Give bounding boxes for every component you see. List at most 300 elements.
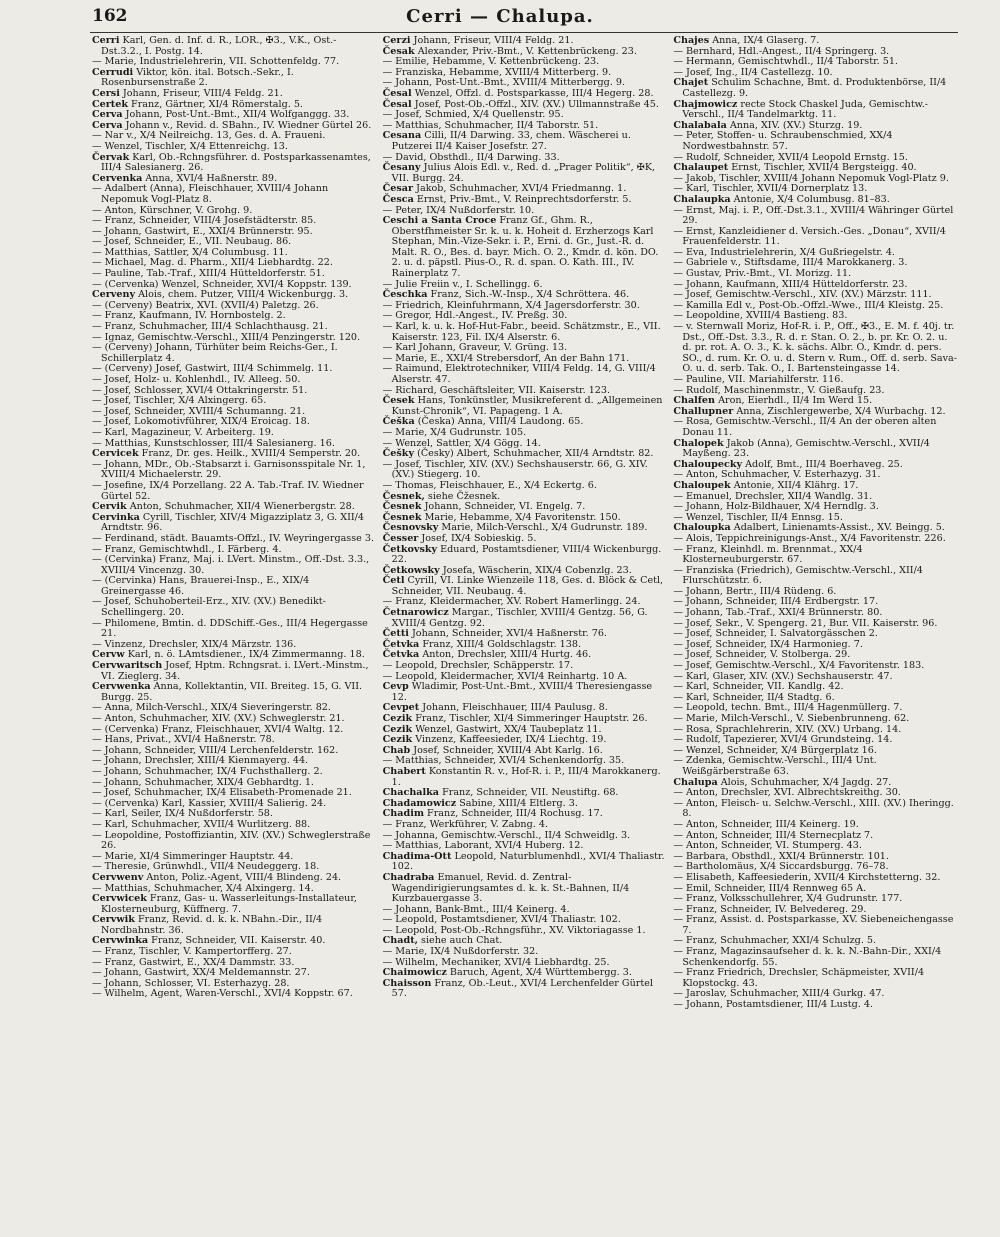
directory-entry xyxy=(383,131,668,152)
entry-details: Schulim Schachne, Bmt. d. Produktenbörse, II/4 Castellezg. 9. xyxy=(682,77,947,99)
entry-surname: Chaloupka xyxy=(673,522,731,534)
entry-details: — Franz, Schneider, IV. Belvedereg. 29. xyxy=(673,903,867,915)
entry-details: Anna, XVI/4 Haßnerstr. 89. xyxy=(142,172,278,184)
entry-surname: Chalaupka xyxy=(673,193,731,205)
entry-details: — Rudolf, Schneider, XVII/4 Leopold Ernstg. 15. xyxy=(673,151,908,163)
entry-surname: Česar xyxy=(382,183,414,195)
entry-details: Marie, Hebamme, X/4 Favoritenstr. 150. xyxy=(421,511,621,523)
entry-surname: Česca xyxy=(382,193,414,205)
entry-details: Josef, IX/4 Sobieskig. 5. xyxy=(418,532,537,544)
entry-details: — Julie Freiin v., I. Schellingg. 6. xyxy=(382,278,543,290)
entry-details: — Adalbert (Anna), Fleischhauer, XVIII/4 Johann Nepomuk Vogl-Platz 8. xyxy=(92,183,329,205)
directory-entry xyxy=(383,576,668,597)
entry-details: Adalbert, Linienamts-Assist., XV. Beingg. 5. xyxy=(730,522,945,534)
entry-surname: Četl xyxy=(382,575,405,587)
entry-details: — Leopold, Drechsler, Schäpperstr. 17. xyxy=(382,660,574,672)
entry-details: — Wenzel, Sattler, X/4 Gögg. 14. xyxy=(382,437,541,449)
entry-details: — Anton, Drechsler, XVI. Albrechtskreithg. 30. xyxy=(673,787,901,799)
entry-details: Julius Alois Edl. v., Red. d. „Prager Politik“, ✠K, VII. Burgg. 24. xyxy=(391,162,656,184)
directory-entry xyxy=(383,460,668,481)
entry-details: — Anton, Schneider, VI. Stumperg. 43. xyxy=(673,840,862,852)
directory-entry xyxy=(92,555,377,576)
entry-surname: Chajet xyxy=(673,77,709,89)
entry-details: — Rudolf, Tapezierer, XVI/4 Grundsteing. 14. xyxy=(673,734,893,746)
entry-details: — (Cerveny) Josef, Gastwirt, III/4 Schimmelg. 11. xyxy=(92,363,333,375)
entry-details: — Emilie, Hebamme, V. Kettenbrückeng. 23. xyxy=(382,56,600,68)
entry-surname: Chalaupet xyxy=(673,162,729,174)
entry-details: Anton, Drechsler, XIII/4 Hurtg. 46. xyxy=(419,649,592,661)
entry-details: — (Cerveny) Johann, Türhüter beim Reichs-Ger., I. Schillerplatz 4. xyxy=(92,342,338,364)
entry-details: Alois, Schuhmacher, X/4 Jagdg. 27. xyxy=(717,776,892,788)
entry-details: — Johann, Drechsler, XIII/4 Kienmayerg. 44. xyxy=(92,755,309,767)
entry-details: — Michael, Mag. d. Pharm., XII/4 Liebhardtg. 22. xyxy=(92,257,333,269)
entry-surname: Chajes xyxy=(673,36,710,46)
entry-details: Franz, Ob.-Leut., XVI/4 Lerchenfelder Gürtel 57. xyxy=(391,977,653,1000)
entry-details: Franz, Schneider, VII. Kaiserstr. 40. xyxy=(148,935,326,947)
entry-details: — Karl, Seiler, IX/4 Nußdorferstr. 58. xyxy=(92,808,273,820)
entry-details: Marie, Milch-Verschl., X/4 Gudrunstr. 189. xyxy=(438,522,648,534)
entry-details: Antonie, X/4 Columbusg. 81–83. xyxy=(730,193,890,205)
entry-details: Cyrill, Tischler, XIV/4 Migazziplatz 3, G. XII/4 Arndtstr. 96. xyxy=(101,511,364,534)
entry-surname: Cervwinka xyxy=(92,935,149,947)
entry-details: — Franz, Gemischtwhdl., I. Färberg. 4. xyxy=(92,543,282,555)
entry-details: — Franziska (Friedrich), Gemischtw.-Verschl., XII/4 Flurschützstr. 6. xyxy=(673,564,923,587)
entry-surname: Cervw xyxy=(92,649,125,661)
page-number: 162 xyxy=(92,6,128,26)
entry-details: — Jakob, Tischler, XVIII/4 Johann Nepomuk Vogl-Platz 9. xyxy=(673,172,949,184)
entry-details: — Josefine, IX/4 Porzellang. 22 A. Tab.-Traf. IV. Wiedner Gürtel 52. xyxy=(92,479,364,502)
directory-entry xyxy=(92,343,377,364)
entry-surname: Česser xyxy=(382,532,419,544)
directory-entry xyxy=(92,68,377,89)
entry-details: — Josef, Schneider, XVIII/4 Schumanng. 21. xyxy=(92,405,306,417)
directory-entry xyxy=(673,799,958,820)
entry-details: — Franz, Werkführer, V. Zabng. 4. xyxy=(382,818,549,830)
entry-surname: Četvka xyxy=(382,638,420,650)
entry-details: Anna, IX/4 Glaserg. 7. xyxy=(709,36,820,46)
entry-details: — Anton, Kürschner, V. Grohg. 9. xyxy=(92,204,253,216)
entry-details: — Johann, Schneider, VIII/4 Lerchenfelderstr. 162. xyxy=(92,744,339,756)
entry-details: — Karl, Schneider, VII. Kandlg. 42. xyxy=(673,681,844,693)
entry-surname: Česnek xyxy=(382,501,422,513)
directory-entry xyxy=(92,682,377,703)
entry-surname: Chalupa xyxy=(673,776,718,788)
entry-details: — Franz, Gastwirt, E., XX/4 Dammstr. 33. xyxy=(92,956,295,968)
entry-details: — Josef, Gemischtw.-Verschl., X/4 Favoritenstr. 183. xyxy=(673,660,925,672)
entry-details: — Karl, Schuhmacher, XVII/4 Wurlitzerg. 88. xyxy=(92,818,311,830)
entry-surname: Cervwaritsch xyxy=(92,660,163,672)
directory-entry xyxy=(92,661,377,682)
entry-surname: Červak xyxy=(92,151,130,163)
entry-surname: Česal xyxy=(382,98,412,110)
entry-surname: Certek xyxy=(92,98,128,110)
entry-details: Wenzel, Gastwirt, XX/4 Taubeplatz 11. xyxy=(412,723,602,735)
entry-surname: Cerrudi xyxy=(92,66,134,78)
entry-details: — Alois, Teppichreinigungs-Anst., X/4 Favoritenstr. 226. xyxy=(673,532,946,544)
entry-details: — Marie, E., XXI/4 Strebersdorf, An der Bahn 171. xyxy=(382,352,630,364)
entry-details: — Josef, Schneider, E., VII. Neubaug. 86. xyxy=(92,236,292,248)
entry-details: Josefa, Wäscherin, XIX/4 Cobenzlg. 23. xyxy=(439,564,632,576)
entry-details: Johann, Post-Unt.-Bmt., XII/4 Wolfganggg. 33. xyxy=(122,109,350,121)
entry-details: Johann v., Revid. d. SBahn., IV. Wiedner Gürtel 26. xyxy=(122,119,372,131)
directory-entry xyxy=(673,322,958,375)
entry-surname: Česnek xyxy=(382,511,422,523)
column-3 xyxy=(673,36,958,1232)
directory-entry xyxy=(673,545,958,566)
entry-surname: Cezik xyxy=(382,723,413,735)
entry-details: — Karl, k. u. k. Hof-Hut-Fabr., beeid. Schätzmstr., E., VII. Kaiserstr. 123, Fil. IX/4 Alserstr. 6. xyxy=(382,321,661,343)
entry-surname: Česchka xyxy=(382,289,428,301)
entry-surname: Četvka xyxy=(382,649,420,661)
entry-details: Cyrill, VI. Linke Wienzeile 118, Ges. d. Blöck & Cetl, Schneider, VII. Neubaug. 4. xyxy=(391,575,664,597)
directory-columns xyxy=(92,36,958,1232)
entry-details: — Gustav, Priv.-Bmt., VI. Morizg. 11. xyxy=(673,268,852,280)
entry-surname: Cerva xyxy=(92,109,123,121)
entry-details: — Wenzel, Schneider, X/4 Bürgerplatz 16. xyxy=(673,744,877,756)
directory-entry xyxy=(673,947,958,968)
entry-details: — Leopold, Post-Ob.-Rchngsführ., XV. Viktoriagasse 1. xyxy=(382,924,646,936)
entry-details: — Josef, Schuhoberteil-Erz., XIV. (XV.) Benedikt-Schellingerg. 20. xyxy=(92,596,326,619)
directory-entry xyxy=(383,322,668,343)
entry-details: — Raimund, Elektrotechniker, VIII/4 Feldg. 14, G. VIII/4 Alserstr. 47. xyxy=(382,363,656,385)
entry-details: Josef, Hptm. Rchngsrat. i. LVert.-Minstm., VI. Zieglerg. 34. xyxy=(101,660,369,682)
entry-details: Baruch, Agent, X/4 Württembergg. 3. xyxy=(446,967,632,979)
entry-surname: Chadima-Ott xyxy=(382,850,452,862)
directory-entry xyxy=(383,852,668,873)
entry-details: Leopold, Naturblumenhdl., XVI/4 Thaliastr. 102. xyxy=(391,850,665,873)
entry-details: — Ferdinand, städt. Bauamts-Offzl., IV. Weyringergasse 3. xyxy=(92,532,375,544)
entry-details: — Eva, Industrielehrerin, X/4 Gußriegelstr. 4. xyxy=(673,246,895,258)
directory-entry xyxy=(383,979,668,1000)
entry-details: — Marie, Milch-Verschl., V. Siebenbrunneng. 62. xyxy=(673,713,910,724)
directory-entry xyxy=(383,608,668,629)
entry-details: — Franz, Schneider, VIII/4 Josefstädterstr. 85. xyxy=(92,215,317,227)
entry-details: — Marie, XI/4 Simmeringer Hauptstr. 44. xyxy=(92,850,294,862)
entry-details: Josef, Post-Ob.-Offzl., XIV. (XV.) Ullmannstraße 45. xyxy=(411,98,659,110)
entry-details: — Rosa, Gemischtw.-Verschl., II/4 An der oberen alten Donau 11. xyxy=(673,416,937,438)
entry-details: — Josef, Schneider, IX/4 Harmonieg. 7. xyxy=(673,638,863,650)
entry-details: — (Cervenka) Wenzel, Schneider, XVI/4 Koppstr. 139. xyxy=(92,278,352,290)
entry-details: — Nar v., X/4 Neilreichg. 13, Ges. d. A. Fraueni. xyxy=(92,130,326,142)
entry-details: — Hermann, Gemischtwhdl., II/4 Taborstr. 51. xyxy=(673,56,898,68)
entry-details: — Johann, Tab.-Traf., XXI/4 Brünnerstr. 80. xyxy=(673,607,883,619)
directory-entry xyxy=(383,873,668,905)
entry-details: — Wilhelm, Mechaniker, XVI/4 Liebhardtg. 25. xyxy=(382,956,610,968)
entry-details: — Josef, Schlosser, XVI/4 Ottakringerstr. 51. xyxy=(92,384,308,396)
entry-surname: Četkovsky xyxy=(382,543,438,555)
directory-entry xyxy=(673,756,958,777)
entry-details: — Karl, Magazineur, V. Arbeiterg. 19. xyxy=(92,426,274,438)
entry-details: Franz, XIII/4 Goldschlagstr. 138. xyxy=(419,638,582,650)
entry-surname: Chadraba xyxy=(382,871,435,883)
entry-surname: Česnovsky xyxy=(382,522,439,534)
entry-details: — Franz, Kleidermacher, XV. Robert Hamerlingg. 24. xyxy=(382,596,641,608)
entry-details: Johann, Schneider, XVI/4 Haßnerstr. 76. xyxy=(408,628,607,640)
entry-details: siehe Čžesnek. xyxy=(424,490,501,502)
entry-details: — Marie, Industrielehrerin, VII. Schottenfeldg. 77. xyxy=(92,56,340,68)
entry-details: — Karl Johann, Graveur, V. Grüng. 13. xyxy=(382,342,568,354)
directory-entry xyxy=(383,682,668,703)
entry-surname: Češky xyxy=(382,448,415,460)
entry-surname: Cersi xyxy=(92,87,120,99)
entry-surname: Chadim xyxy=(382,808,424,820)
entry-details: Ernst, Priv.-Bmt., V. Reinprechtsdorferstr. 5. xyxy=(413,193,632,205)
entry-details: — Ernst, Maj. i. P., Off.-Dst.3.1., XVIII/4 Währinger Gürtel 29. xyxy=(673,204,954,227)
column-2 xyxy=(383,36,668,1232)
entry-details: — Josef, Schmied, X/4 Quellenstr. 95. xyxy=(382,109,564,121)
entry-details: Viktor, kön. ital. Botsch.-Sekr., I. Rosenbursenstraße 2. xyxy=(101,66,294,89)
entry-surname: Chajmowicz xyxy=(673,98,738,110)
entry-surname: Chab xyxy=(382,744,411,756)
entry-details: Konstantin R. v., Hof-R. i. P., III/4 Marokkanerg. 1. xyxy=(391,765,661,788)
entry-details: — Leopoldine, Postoffiziantin, XIV. (XV.) Schweglerstraße 26. xyxy=(92,829,371,852)
entry-details: — Richard, Geschäftsleiter, VII. Kaiserstr. 123. xyxy=(382,384,611,396)
entry-surname: Cervwenka xyxy=(92,681,151,693)
entry-surname: Češka xyxy=(382,416,415,428)
entry-details: Antonie, XII/4 Klährg. 17. xyxy=(730,479,859,491)
entry-details: — Franz, Volksschullehrer, X/4 Gudrunstr. 177. xyxy=(673,893,903,905)
entry-details: — Leopold, techn. Bmt., III/4 Hagenmüllerg. 7. xyxy=(673,702,903,714)
column-1 xyxy=(92,36,377,1232)
entry-details: Eduard, Postamtsdiener, VIII/4 Wickenburgg. 22. xyxy=(391,543,662,566)
directory-entry xyxy=(92,460,377,481)
entry-details: — Marie, X/4 Gudrunstr. 105. xyxy=(382,426,527,438)
entry-details: — Johann, Holz-Bildhauer, X/4 Herndlg. 3. xyxy=(673,501,879,513)
entry-details: — Franz, Magazinsaufseher d. k. k. N.-Bahn-Dir., XXI/4 Schenkendorfg. 55. xyxy=(673,946,942,968)
entry-details: — Johann, Post-Unt.-Bmt., XVIII/4 Mitterbergg. 9. xyxy=(382,77,626,89)
entry-details: — Ernst, Kanzleidiener d. Versich.-Ges. „Donau“, XVII/4 Frauenfelderstr. 11. xyxy=(673,225,946,248)
entry-details: — Johann, Bank-Bmt., III/4 Keinerg. 4. xyxy=(382,903,570,915)
entry-surname: Cesana xyxy=(382,130,422,142)
entry-details: Franz, Schneider, VII. Neustiftg. 68. xyxy=(439,787,619,799)
entry-surname: Cevp xyxy=(382,681,409,693)
directory-entry xyxy=(673,78,958,99)
entry-surname: Česnek, xyxy=(382,490,425,502)
entry-details: — Zdenka, Gemischtw.-Verschl., III/4 Unt. Weißgärberstraße 63. xyxy=(673,755,877,777)
entry-surname: Česal xyxy=(382,87,412,99)
entry-details: Sabine, XIII/4 Eltlerg. 3. xyxy=(456,797,578,809)
directory-entry xyxy=(673,915,958,936)
entry-details: Hans, Tonkünstler, Musikreferent d. „Allgemeinen Kunst-Chronik“, VI. Papageng. 1 A. xyxy=(391,395,663,417)
entry-details: — Franz, Tischler, V. Kampertorfferg. 27. xyxy=(92,946,292,958)
entry-details: — Franz, Kleinhdl. m. Brennmat., XX/4 Klosterneuburgerstr. 67. xyxy=(673,543,863,566)
entry-surname: Cezik xyxy=(382,734,413,746)
entry-details: (Česky) Albert, Schuhmacher, XII/4 Arndtstr. 82. xyxy=(414,448,654,460)
entry-details: Aron, Eierhdl., II/4 Im Werd 15. xyxy=(715,395,873,407)
directory-entry xyxy=(383,163,668,184)
entry-details: Anna, XIV. (XV.) Sturzg. 19. xyxy=(726,119,863,131)
entry-details: — Emil, Schneider, III/4 Rennweg 65 A. xyxy=(673,882,867,894)
entry-details: Vinzenz, Kaffeesieder, IX/4 Liechtg. 19. xyxy=(412,734,607,746)
directory-entry xyxy=(92,597,377,618)
entry-details: — Elisabeth, Kaffeesiederin, XVII/4 Kirchstetterng. 32. xyxy=(673,871,941,883)
entry-details: — Josef, Schuhmacher, IX/4 Elisabeth-Promenade 21. xyxy=(92,787,352,799)
entry-details: — Franz, Schuhmacher, XXI/4 Schulzg. 5. xyxy=(673,935,877,947)
entry-details: — Emanuel, Drechsler, XII/4 Wandlg. 31. xyxy=(673,490,873,502)
entry-details: Wenzel, Offzl. d. Postsparkasse, III/4 Hegerg. 28. xyxy=(411,87,654,99)
entry-surname: Četti xyxy=(382,628,409,640)
directory-entry xyxy=(92,915,377,936)
entry-surname: Chalfen xyxy=(673,395,716,407)
entry-surname: Chaimowicz xyxy=(382,967,447,979)
entry-details: — Rosa, Sprachlehrerin, XIV. (XV.) Urbang. 14. xyxy=(673,723,902,735)
entry-details: — Matthias, Schuhmacher, II/4 Taborstr. 51. xyxy=(382,119,599,131)
entry-surname: Cervwenv xyxy=(92,871,144,883)
entry-details: — Marie, IX/4 Nußdorferstr. 32. xyxy=(382,946,539,958)
entry-details: Anna, Kollektantin, VII. Breiteg. 15, G. VII. Burgg. 25. xyxy=(101,681,363,703)
entry-details: — Anton, Schneider, III/4 Keinerg. 19. xyxy=(673,818,859,830)
entry-details: siehe auch Chat. xyxy=(417,935,503,947)
entry-details: — Franz, Schuhmacher, III/4 Schlachthausg. 21. xyxy=(92,321,328,333)
entry-details: Karl, Ob.-Rchngsführer. d. Postsparkassenamtes, III/4 Salesianerg. 26. xyxy=(101,151,371,174)
directory-entry xyxy=(92,513,377,534)
entry-details: — Josef, Sekr., V. Spengerg. 21, Bur. VII. Kaiserstr. 96. xyxy=(673,617,938,629)
entry-details: — Gregor, Hdl.-Angest., IV. Preßg. 30. xyxy=(382,310,568,322)
entry-details: — Johann, Postamtsdiener, III/4 Lustg. 4. xyxy=(673,999,874,1011)
directory-entry xyxy=(673,227,958,248)
entry-details: — Kamilla Edl v., Post-Ob.-Offzl.-Wwe., III/4 Kleistg. 25. xyxy=(673,299,944,311)
entry-details: — Matthias, Sattler, X/4 Columbusg. 11. xyxy=(92,246,288,258)
entry-details: — (Cerveny) Beatrix, XVI. (XVII/4) Paletzg. 26. xyxy=(92,299,319,311)
entry-details: Franz, Sich.-W.-Insp., X/4 Schröttera. 46. xyxy=(427,289,630,301)
entry-details: — Bernhard, Hdl.-Angest., II/4 Springerg. 3. xyxy=(673,45,890,57)
directory-entry xyxy=(92,36,377,57)
entry-surname: Cerveny xyxy=(92,289,136,301)
entry-surname: Chabert xyxy=(382,765,426,777)
entry-details: — Ignaz, Gemischtw.-Verschl., XIII/4 Penzingerstr. 120. xyxy=(92,331,361,343)
entry-details: — (Cervenka) Karl, Kassier, XVIII/4 Salierig. 24. xyxy=(92,797,327,809)
directory-entry xyxy=(92,576,377,597)
entry-details: Franz, Dr. ges. Heilk., XVIII/4 Semperstr. 20. xyxy=(138,448,361,460)
entry-details: — Jaroslav, Schuhmacher, XIII/4 Gurkg. 47. xyxy=(673,988,885,1000)
entry-details: — (Cervenka) Franz, Fleischhauer, XVI/4 Waltg. 12. xyxy=(92,723,344,735)
entry-details: (Česka) Anna, VIII/4 Laudong. 65. xyxy=(414,416,584,428)
directory-entry xyxy=(383,364,668,385)
directory-entry xyxy=(383,767,668,788)
entry-details: — Josef, Schneider, V. Stolberga. 29. xyxy=(673,649,851,661)
entry-details: Wladimir, Post-Unt.-Bmt., XVIII/4 Theresiengasse 12. xyxy=(391,681,653,703)
entry-surname: Chadamowicz xyxy=(382,797,457,809)
entry-details: — Karl, Schneider, II/4 Stadtg. 6. xyxy=(673,691,835,703)
entry-details: Johann, Schneider, VI. Engelg. 7. xyxy=(421,501,586,513)
entry-details: — Anton, Fleisch- u. Selchw.-Verschl., XIII. (XV.) Iheringg. 8. xyxy=(673,797,954,820)
entry-details: — Anna, Milch-Verschl., XIX/4 Sieveringerstr. 82. xyxy=(92,702,331,714)
entry-details: — Josef, Gemischtw.-Verschl., XIV. (XV.) Märzstr. 111. xyxy=(673,289,932,301)
entry-details: — Johann, MDr., Ob.-Stabsarzt i. Garnisonsspitale Nr. 1, XVIII/4 Michaelerstr. 29. xyxy=(92,458,366,481)
entry-details: Jakob, Schuhmacher, XVI/4 Friedmanng. 1. xyxy=(413,183,627,195)
directory-entry xyxy=(673,439,958,460)
entry-details: — (Cervinka) Hans, Brauerei-Insp., E., XIX/4 Greinergasse 46. xyxy=(92,575,310,597)
directory-entry xyxy=(92,619,377,640)
entry-details: — Rudolf, Maschinenmstr., V. Gießaufg. 23. xyxy=(673,384,885,396)
entry-details: Margar., Tischler, XVIII/4 Gentzg. 56, G. XVIII/4 Gentzg. 92. xyxy=(391,607,648,629)
entry-details: — Anton, Schuhmacher, V. Esterhazyg. 31. xyxy=(673,469,881,481)
entry-details: Johann, Fleischhauer, III/4 Paulusg. 8. xyxy=(419,702,608,714)
entry-details: — Peter, Stoffen- u. Schraubenschmied, XX/4 Nordwestbahnstr. 57. xyxy=(673,130,893,152)
entry-details: Karl, n. ö. LAmtsdiener., IX/4 Zimmermanng. 18. xyxy=(124,649,365,661)
entry-surname: Česany xyxy=(382,162,421,174)
entry-surname: Chaloupecky xyxy=(673,458,743,470)
directory-entry xyxy=(92,153,377,174)
entry-surname: Cervik xyxy=(92,501,127,513)
directory-entry xyxy=(673,100,958,121)
entry-surname: Chachalka xyxy=(382,787,440,799)
entry-surname: Chaisson xyxy=(382,977,432,989)
entry-details: Karl, Gen. d. Inf. d. R., LOR., ✠3., V.K., Öst.-Dst.3.2., I. Postg. 14. xyxy=(101,36,337,57)
entry-details: — Leopoldine, XVIII/4 Bastieng. 83. xyxy=(673,310,848,322)
entry-details: — Matthias, Kunstschlosser, III/4 Salesianerg. 16. xyxy=(92,437,335,449)
directory-entry xyxy=(673,1000,958,1011)
entry-details: — Josef, Lokomotivführer, XIX/4 Eroicag. 18. xyxy=(92,416,310,428)
entry-surname: Challupner xyxy=(673,405,734,417)
entry-details: Emanuel, Revid. d. Zentral-Wagendirigierungsamtes d. k. k. St.-Bahnen, II/4 Kurzbauergasse 3. xyxy=(391,871,630,905)
entry-details: — David, Obsthdl., II/4 Darwing. 33. xyxy=(382,151,560,163)
entry-details: Ernst, Tischler, XVII/4 Bergsteigg. 40. xyxy=(728,162,917,174)
directory-entry xyxy=(92,481,377,502)
entry-details: — Franz, Kaufmann, IV. Hornbostelg. 2. xyxy=(92,310,286,322)
entry-details: — Josef, Schneider, I. Salvatorgässchen 2. xyxy=(673,628,878,640)
entry-details: Johann, Friseur, VIII/4 Feldg. 21. xyxy=(119,87,283,99)
entry-details: — Pauline, VII. Mariahilferstr. 116. xyxy=(673,374,844,385)
directory-entry xyxy=(673,968,958,989)
entry-details: — Josef, Holz- u. Kohlenhdl., IV. Alleeg. 50. xyxy=(92,374,301,385)
entry-surname: Chaloupek xyxy=(673,479,731,491)
directory-entry xyxy=(383,396,668,417)
entry-details: — Leopold, Postamtsdiener, XVI/4 Thaliastr. 102. xyxy=(382,914,621,926)
entry-surname: Četnarowicz xyxy=(382,607,449,619)
entry-surname: Cevpet xyxy=(382,702,420,714)
entry-details: recte Stock Chaskel Juda, Gemischtw.-Verschl., II/4 Tandelmarktg. 11. xyxy=(682,98,929,121)
entry-details: — Barbara, Obsthdl., XXI/4 Brünnerstr. 101. xyxy=(673,850,889,862)
running-head: Cerri — Chalupa. xyxy=(406,6,594,27)
directory-entry xyxy=(673,417,958,438)
entry-details: — Matthias, Schuhmacher, X/4 Alxingerg. 14. xyxy=(92,882,314,894)
entry-details: — Pauline, Tab.-Traf., XIII/4 Hütteldorferstr. 51. xyxy=(92,268,325,280)
directory-entry xyxy=(92,184,377,205)
entry-details: — Johann, Schuhmacher, IX/4 Fuchsthallerg. 2. xyxy=(92,765,323,777)
entry-details: — Matthias, Schneider, XVI/4 Schenkendorfg. 35. xyxy=(382,755,625,767)
entry-surname: Cervenka xyxy=(92,172,143,184)
entry-surname: Cezik xyxy=(382,713,413,724)
directory-entry xyxy=(673,206,958,227)
entry-details: — Philomene, Bmtin. d. DDSchiff.-Ges., III/4 Hegergasse 21. xyxy=(92,617,368,640)
entry-details: Anton, Poliz.-Agent, VIII/4 Blindeng. 24. xyxy=(143,871,342,883)
entry-surname: Cervwicek xyxy=(92,893,147,905)
entry-details: Johann, Friseur, VIII/4 Feldg. 21. xyxy=(410,36,574,46)
entry-surname: Chadt, xyxy=(382,935,418,947)
entry-details: — Wenzel, Tischler, II/4 Ennsg. 15. xyxy=(673,511,843,523)
entry-details: — Vinzenz, Drechsler, XIX/4 Märzstr. 136. xyxy=(92,638,297,650)
entry-details: — Thomas, Fleischhauer, E., X/4 Eckertg. 6. xyxy=(382,479,597,491)
entry-details: — Matthias, Laborant, XVI/4 Huberg. 12. xyxy=(382,840,584,852)
entry-details: — Bartholomäus, X/4 Siccardsburgg. 76–78. xyxy=(673,861,889,873)
entry-surname: Cerva xyxy=(92,119,123,131)
entry-details: — Wilhelm, Agent, Waren-Verschl., XVI/4 Koppstr. 67. xyxy=(92,988,353,1000)
entry-details: — Johann, Bertr., III/4 Rüdeng. 6. xyxy=(673,585,837,597)
entry-details: Franz, Gas- u. Wasserleitungs-Installateur, Klosterneuburg, Küffnerg. 7. xyxy=(101,893,357,915)
entry-details: — Josef, Tischler, XIV. (XV.) Sechshauserstr. 66, G. XIV. (XV.) Stiegerg. 10. xyxy=(382,458,648,481)
entry-details: — Hans, Privat., XVI/4 Haßnerstr. 78. xyxy=(92,734,275,746)
entry-surname: Cervinka xyxy=(92,511,140,523)
directory-entry xyxy=(673,566,958,587)
directory-entry xyxy=(673,131,958,152)
entry-details: — Johann, Schuhmacher, XIX/4 Gebhardtg. 1. xyxy=(92,776,314,788)
directory-entry xyxy=(383,545,668,566)
entry-details: Alexander, Priv.-Bmt., V. Kettenbrückeng. 23. xyxy=(414,45,637,57)
entry-details: Anton, Schuhmacher, XII/4 Wienerbergstr. 28. xyxy=(126,501,355,513)
entry-surname: Cervwik xyxy=(92,914,135,926)
entry-details: — Josef, Tischler, X/4 Alxingerg. 65. xyxy=(92,395,267,407)
